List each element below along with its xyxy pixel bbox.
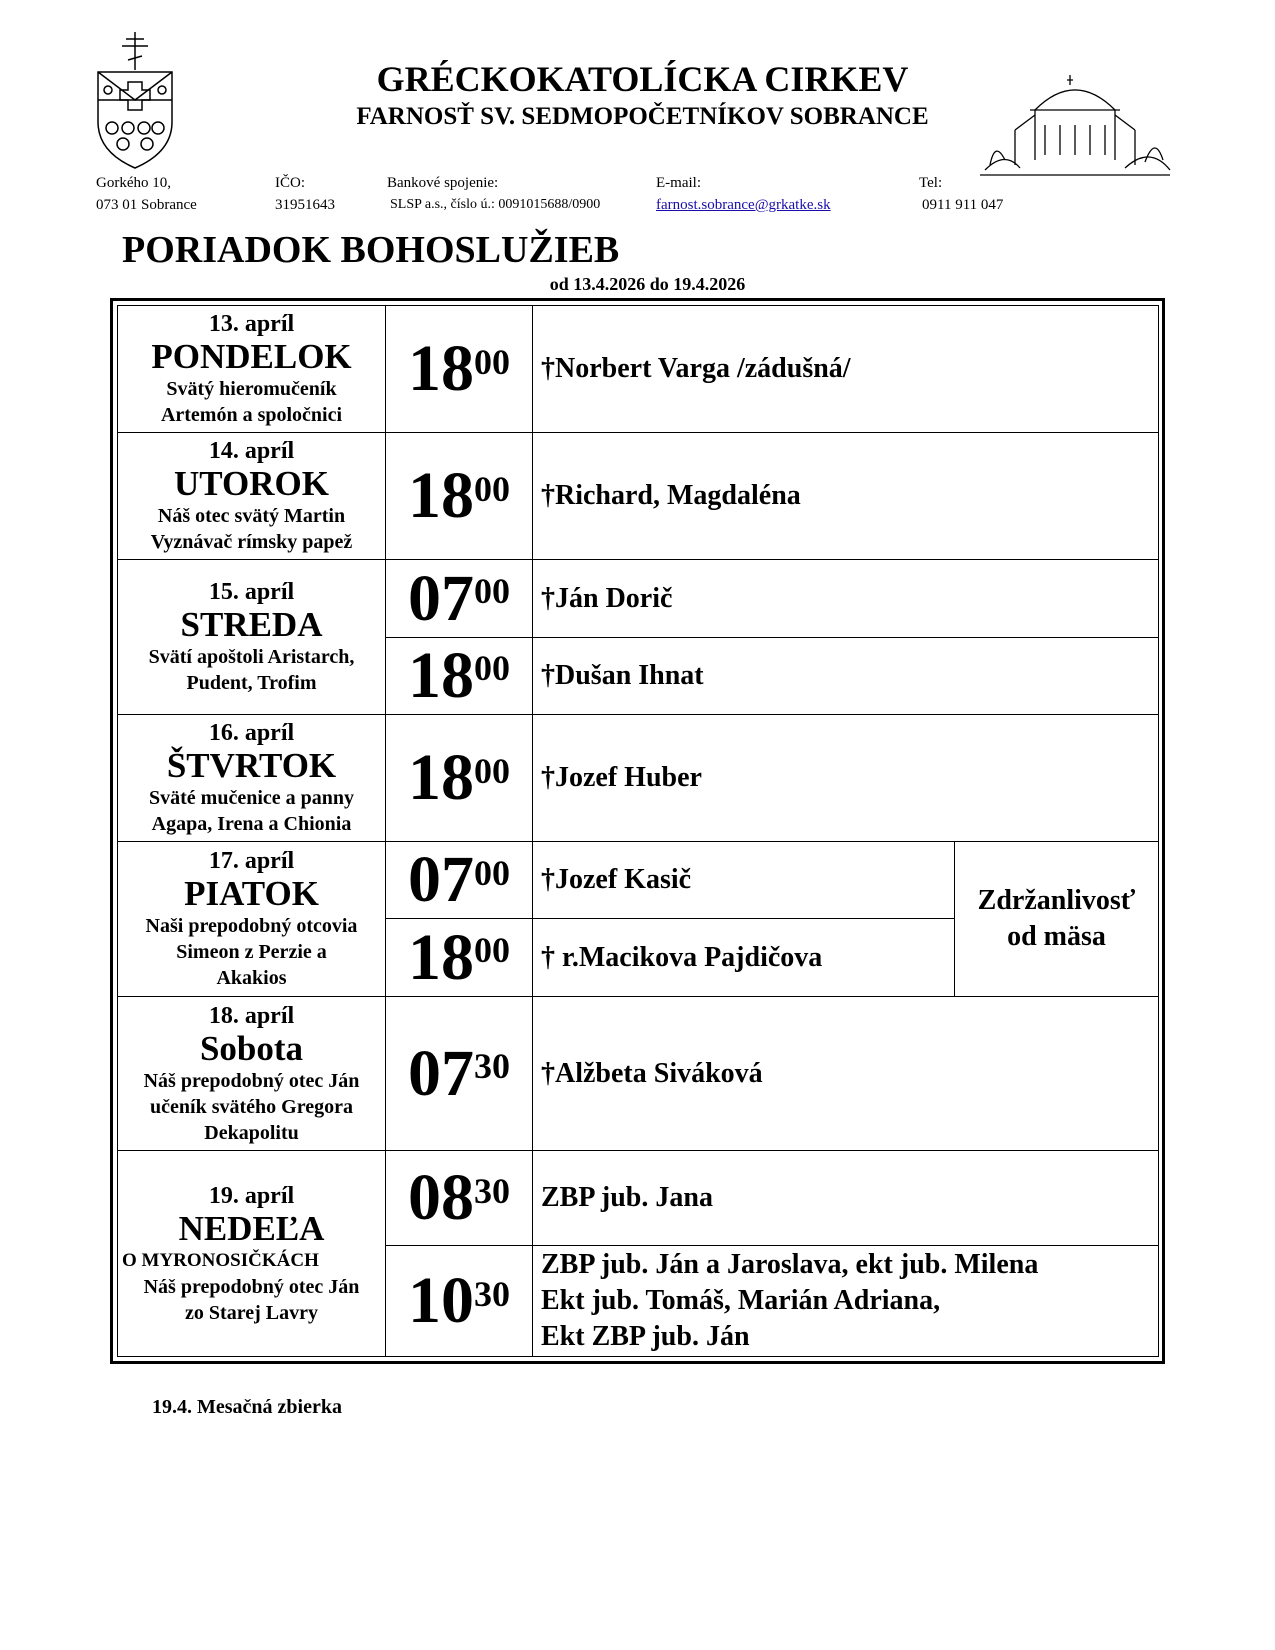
phone-block bbox=[919, 172, 1003, 216]
day-saint: Artemón a spoločnici bbox=[160, 404, 343, 427]
mass-intention: † r.Macikova Pajdičova bbox=[533, 919, 955, 996]
table-row bbox=[118, 1151, 1159, 1246]
day-saint: učeník svätého Gregora bbox=[150, 1095, 353, 1118]
time-hour: 18 bbox=[408, 638, 474, 712]
time-hour: 18 bbox=[408, 332, 474, 406]
mass-time bbox=[386, 637, 533, 714]
mass-time bbox=[386, 306, 533, 433]
time-hour: 10 bbox=[408, 1264, 474, 1337]
table-row bbox=[118, 842, 1159, 919]
time-minute: 00 bbox=[474, 468, 510, 509]
day-name: NEDEĽA bbox=[178, 1208, 325, 1248]
table-row bbox=[118, 433, 1159, 560]
fasting-note bbox=[955, 842, 1159, 997]
day-saint: Svätí apoštoli Aristarch, bbox=[148, 646, 355, 669]
collection-note: 19.4. Mesačná zbierka bbox=[152, 1396, 342, 1418]
day-feast: O MYRONOSIČKÁCH bbox=[122, 1249, 319, 1271]
day-name: STREDA bbox=[180, 605, 323, 645]
bank-value: SLSP a.s., číslo ú.: 0091015688/0900 bbox=[390, 197, 601, 212]
mass-time bbox=[386, 560, 533, 637]
day-name: PIATOK bbox=[184, 873, 319, 913]
bank-block bbox=[387, 172, 600, 216]
phone-value: 0911 911 047 bbox=[922, 197, 1004, 213]
mass-intention: †Ján Dorič bbox=[533, 560, 1159, 637]
time-minute: 00 bbox=[474, 648, 510, 689]
ico-block bbox=[275, 172, 335, 216]
day-saint: Agapa, Irena a Chionia bbox=[151, 813, 352, 836]
address-block bbox=[96, 172, 197, 216]
day-saint: Simeon z Perzie a bbox=[176, 940, 327, 963]
mass-time bbox=[386, 1151, 533, 1246]
day-saint: Naši prepodobný otcovia bbox=[145, 914, 358, 937]
day-saint: zo Starej Lavry bbox=[185, 1301, 318, 1324]
time-minute: 00 bbox=[474, 930, 510, 971]
intention-line: Ekt jub. Tomáš, Marián Adriana, bbox=[541, 1285, 941, 1316]
day-saint: Vyznávač rímsky papež bbox=[150, 531, 353, 554]
mass-intention: †Jozef Huber bbox=[533, 714, 1159, 841]
time-minute: 00 bbox=[474, 571, 510, 612]
parish-title: GRÉCKOKATOLÍCKA CIRKEV bbox=[376, 59, 909, 99]
email-label: E-mail: bbox=[656, 175, 701, 191]
parish-subtitle: FARNOSŤ SV. SEDMOPOČETNÍKOV SOBRANCE bbox=[356, 103, 929, 130]
phone-label: Tel: bbox=[919, 175, 943, 191]
mass-intention: †Norbert Varga /zádušná/ bbox=[533, 306, 1159, 433]
day-cell bbox=[118, 996, 386, 1151]
mass-intention: †Jozef Kasič bbox=[533, 842, 955, 919]
day-saint: Náš prepodobný otec Ján bbox=[143, 1275, 360, 1298]
mass-time bbox=[386, 714, 533, 841]
day-date: 18. apríl bbox=[208, 1002, 295, 1029]
address-line: 073 01 Sobrance bbox=[96, 197, 197, 213]
time-minute: 00 bbox=[474, 852, 510, 893]
ico-label: IČO: bbox=[275, 175, 305, 191]
day-saint: Svätý hieromučeník bbox=[166, 378, 337, 401]
time-hour: 07 bbox=[408, 561, 474, 635]
address-line: Gorkého 10, bbox=[96, 175, 171, 191]
intention-line: ZBP jub. Ján a Jaroslava, ekt jub. Milena bbox=[541, 1249, 1039, 1280]
day-date: 19. apríl bbox=[208, 1182, 295, 1209]
table-row bbox=[118, 560, 1159, 637]
day-saint: Sväté mučenice a panny bbox=[149, 787, 354, 810]
day-saint: Akakios bbox=[216, 966, 287, 989]
mass-time bbox=[386, 433, 533, 560]
time-hour: 18 bbox=[408, 459, 474, 533]
day-cell bbox=[118, 714, 386, 841]
table-row bbox=[118, 996, 1159, 1151]
day-cell bbox=[118, 842, 386, 997]
mass-intention: †Alžbeta Siváková bbox=[533, 996, 1159, 1151]
day-saint: Náš otec svätý Martin bbox=[157, 505, 346, 528]
intention-line: Ekt ZBP jub. Ján bbox=[541, 1321, 750, 1352]
mass-time bbox=[386, 919, 533, 996]
day-date: 16. apríl bbox=[208, 720, 295, 747]
day-cell bbox=[118, 560, 386, 715]
schedule-table bbox=[117, 305, 1159, 1357]
day-name: UTOROK bbox=[174, 464, 329, 504]
time-minute: 30 bbox=[474, 1273, 510, 1314]
day-saint: Dekapolitu bbox=[204, 1121, 299, 1144]
time-hour: 18 bbox=[408, 741, 474, 815]
time-hour: 07 bbox=[408, 843, 474, 917]
day-name: ŠTVRTOK bbox=[166, 746, 337, 786]
day-cell bbox=[118, 306, 386, 433]
fasting-note-line: Zdržanlivosť bbox=[977, 884, 1136, 916]
time-hour: 07 bbox=[408, 1036, 474, 1110]
mass-intention: ZBP jub. Jana bbox=[533, 1151, 1159, 1246]
table-row bbox=[118, 714, 1159, 841]
email-block bbox=[656, 172, 831, 216]
email-link[interactable]: farnost.sobrance@grkatke.sk bbox=[656, 197, 831, 213]
day-saint: Pudent, Trofim bbox=[186, 672, 317, 695]
mass-intention bbox=[533, 1246, 1159, 1357]
mass-intention: †Richard, Magdaléna bbox=[533, 433, 1159, 560]
mass-intention: †Dušan Ihnat bbox=[533, 637, 1159, 714]
date-range: od 13.4.2026 do 19.4.2026 bbox=[549, 274, 746, 294]
ico-value: 31951643 bbox=[275, 197, 335, 213]
time-minute: 30 bbox=[474, 1046, 510, 1087]
mass-time bbox=[386, 1246, 533, 1357]
fasting-note-line: od mäsa bbox=[1007, 920, 1106, 952]
day-date: 15. apríl bbox=[208, 579, 295, 606]
mass-time bbox=[386, 996, 533, 1151]
day-date: 14. apríl bbox=[208, 438, 295, 465]
day-saint: Náš prepodobný otec Ján bbox=[143, 1069, 360, 1092]
day-cell bbox=[118, 433, 386, 560]
crest-icon bbox=[90, 30, 180, 170]
table-row bbox=[118, 306, 1159, 433]
time-hour: 08 bbox=[408, 1161, 474, 1235]
time-hour: 18 bbox=[408, 920, 474, 994]
day-name: Sobota bbox=[199, 1028, 304, 1068]
mass-time bbox=[386, 842, 533, 919]
day-date: 13. apríl bbox=[208, 311, 295, 338]
day-cell bbox=[118, 1151, 386, 1357]
bank-label: Bankové spojenie: bbox=[387, 175, 499, 191]
day-name: PONDELOK bbox=[151, 337, 352, 377]
time-minute: 00 bbox=[474, 750, 510, 791]
schedule-heading: PORIADOK BOHOSLUŽIEB bbox=[122, 229, 620, 271]
time-minute: 00 bbox=[474, 341, 510, 382]
day-date: 17. apríl bbox=[208, 847, 295, 874]
time-minute: 30 bbox=[474, 1170, 510, 1211]
